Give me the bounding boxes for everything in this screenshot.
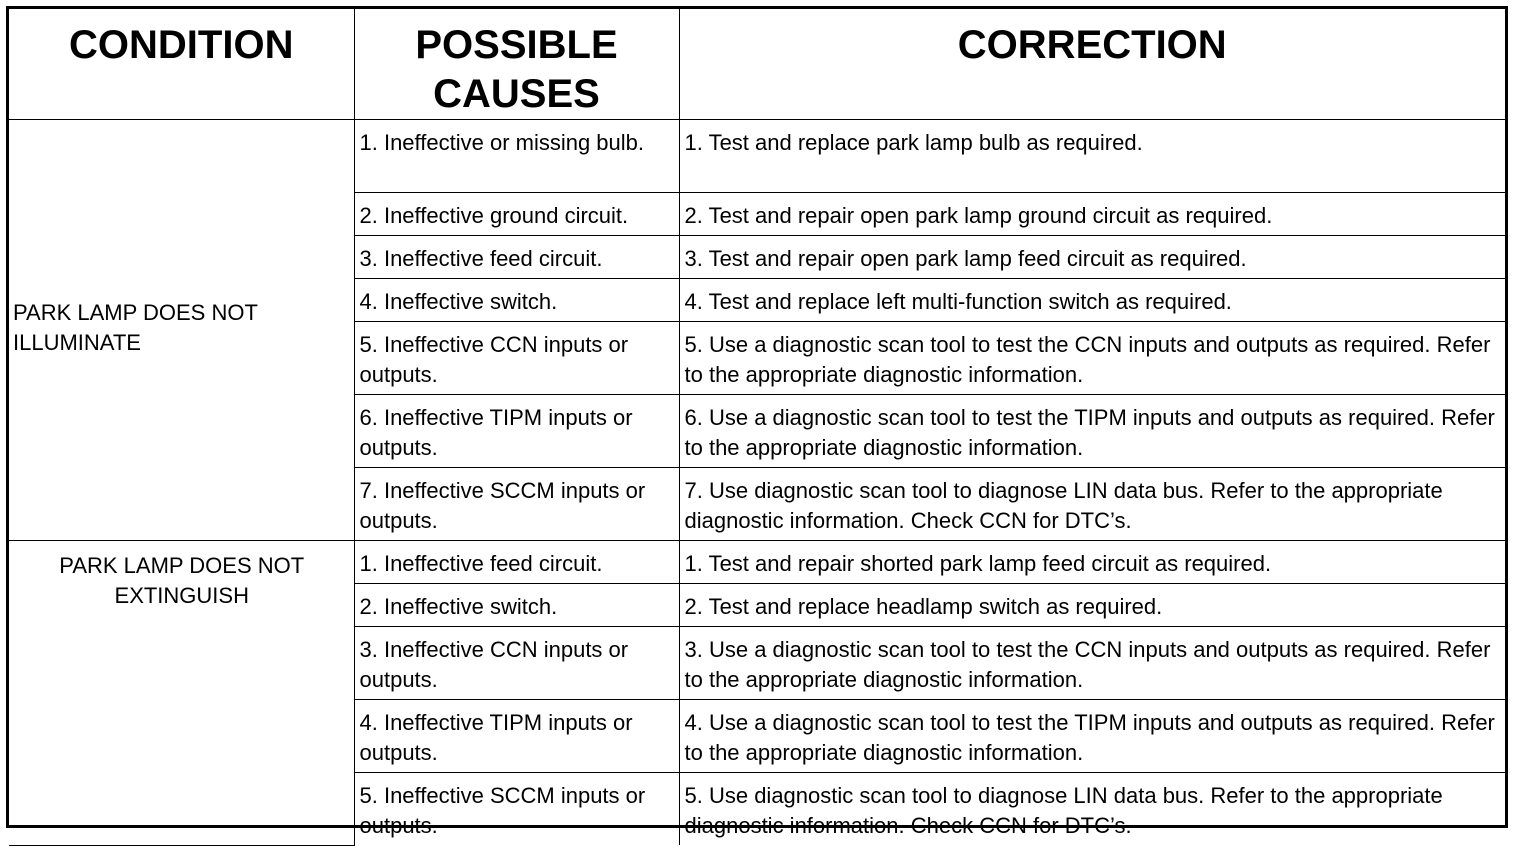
condition-cell: PARK LAMP DOES NOT ILLUMINATE xyxy=(9,120,354,541)
table-row xyxy=(9,541,1505,584)
cause-cell: 4. Ineffective switch. xyxy=(354,279,679,322)
correction-cell: 5. Use diagnostic scan tool to diagnose LIN data bus. Refer to the appropriate diagnostic information. Check CCN for DTC’s. xyxy=(679,773,1505,846)
header-condition: CONDITION xyxy=(9,9,354,120)
correction-cell: 7. Use diagnostic scan tool to diagnose LIN data bus. Refer to the appropriate diagnostic information. Check CCN for DTC’s. xyxy=(679,468,1505,541)
cause-cell: 5. Ineffective CCN inputs or outputs. xyxy=(354,322,679,395)
cause-cell: 6. Ineffective TIPM inputs or outputs. xyxy=(354,395,679,468)
correction-cell: 3. Use a diagnostic scan tool to test the CCN inputs and outputs as required. Refer to the appropriate diagnostic information. xyxy=(679,627,1505,700)
cause-cell: 3. Ineffective CCN inputs or outputs. xyxy=(354,627,679,700)
cause-cell: 4. Ineffective TIPM inputs or outputs. xyxy=(354,700,679,773)
correction-cell: 2. Test and replace headlamp switch as required. xyxy=(679,584,1505,627)
correction-cell: 4. Use a diagnostic scan tool to test the TIPM inputs and outputs as required. Refer to the appropriate diagnostic information. xyxy=(679,700,1505,773)
correction-cell: 5. Use a diagnostic scan tool to test the CCN inputs and outputs as required. Refer to the appropriate diagnostic information. xyxy=(679,322,1505,395)
correction-cell: 1. Test and replace park lamp bulb as required. xyxy=(679,120,1505,193)
diagnosis-table xyxy=(9,9,1505,846)
header-row xyxy=(9,9,1505,120)
correction-cell: 1. Test and repair shorted park lamp feed circuit as required. xyxy=(679,541,1505,584)
diagnosis-table-frame xyxy=(6,6,1508,838)
cause-cell: 2. Ineffective ground circuit. xyxy=(354,193,679,236)
cause-cell: 2. Ineffective switch. xyxy=(354,584,679,627)
cause-cell: 1. Ineffective feed circuit. xyxy=(354,541,679,584)
cause-cell: 3. Ineffective feed circuit. xyxy=(354,236,679,279)
header-possible-causes: POSSIBLE CAUSES xyxy=(354,9,679,120)
correction-cell: 6. Use a diagnostic scan tool to test the TIPM inputs and outputs as required. Refer to the appropriate diagnostic information. xyxy=(679,395,1505,468)
correction-cell: 4. Test and replace left multi-function switch as required. xyxy=(679,279,1505,322)
cause-cell: 7. Ineffective SCCM inputs or outputs. xyxy=(354,468,679,541)
header-correction: CORRECTION xyxy=(679,9,1505,120)
cause-cell: 1. Ineffective or missing bulb. xyxy=(354,120,679,193)
condition-cell: PARK LAMP DOES NOT EXTINGUISH xyxy=(9,541,354,846)
correction-cell: 2. Test and repair open park lamp ground circuit as required. xyxy=(679,193,1505,236)
correction-cell: 3. Test and repair open park lamp feed circuit as required. xyxy=(679,236,1505,279)
table-row xyxy=(9,120,1505,193)
cause-cell: 5. Ineffective SCCM inputs or outputs. xyxy=(354,773,679,846)
